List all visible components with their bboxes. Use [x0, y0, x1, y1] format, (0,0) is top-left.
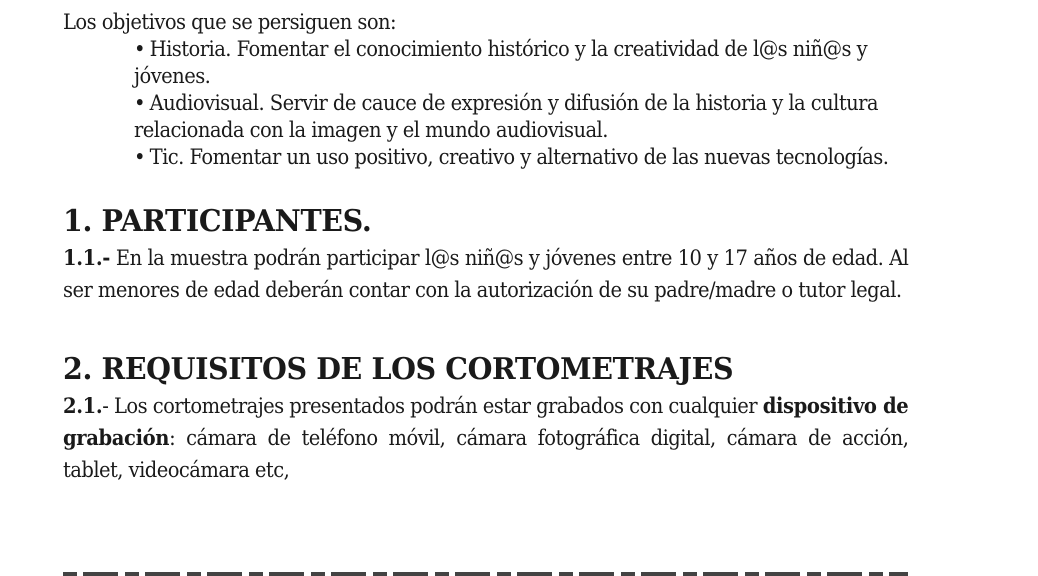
objective-text: Historia. Fomentar el conocimiento histórico y la creatividad de l@s niñ@s y jóvenes. [134, 37, 868, 88]
clause-number: 1.1.- [63, 245, 111, 270]
bullet-marker: • [134, 37, 145, 61]
clause-text: - Los cortometrajes presentados podrán estar grabados con cualquier [102, 394, 763, 418]
clause-bold-term: dispositivo de grabación [63, 393, 909, 450]
objective-text: Tic. Fomentar un uso positivo, creativo y alternativo de las nuevas tecnologías. [149, 145, 889, 169]
clause-text: : cámara de teléfono móvil, cámara fotográfica digital, cámara de acción, tablet, videocámara etc, [63, 426, 909, 482]
cut-off-text-line [63, 566, 908, 576]
clause-1-1 [63, 242, 908, 306]
bullet-marker: • [134, 91, 145, 115]
objectives-list [134, 36, 908, 171]
objective-item-historia [134, 36, 908, 90]
clause-2-1 [63, 390, 908, 486]
objective-item-tic [134, 144, 908, 171]
clause-text: En la muestra podrán participar l@s niñ@s y jóvenes entre 10 y 17 años de edad. Al ser menores de edad deberán contar con la autorización de su padre/madre o tutor legal. [63, 246, 909, 302]
objective-text: Audiovisual. Servir de cauce de expresión y difusión de la historia y la cultura relacionada con la imagen y el mundo audiovisual. [134, 91, 878, 142]
section-heading-requisitos: 2. REQUISITOS DE LOS CORTOMETRAJES [63, 352, 734, 387]
clause-number: 2.1. [63, 393, 103, 418]
bullet-marker: • [134, 145, 145, 169]
objectives-intro: Los objetivos que se persiguen son: [63, 10, 397, 34]
document-page [63, 8, 908, 486]
objective-item-audiovisual [134, 90, 908, 144]
section-heading-participantes: 1. PARTICIPANTES. [63, 204, 372, 239]
